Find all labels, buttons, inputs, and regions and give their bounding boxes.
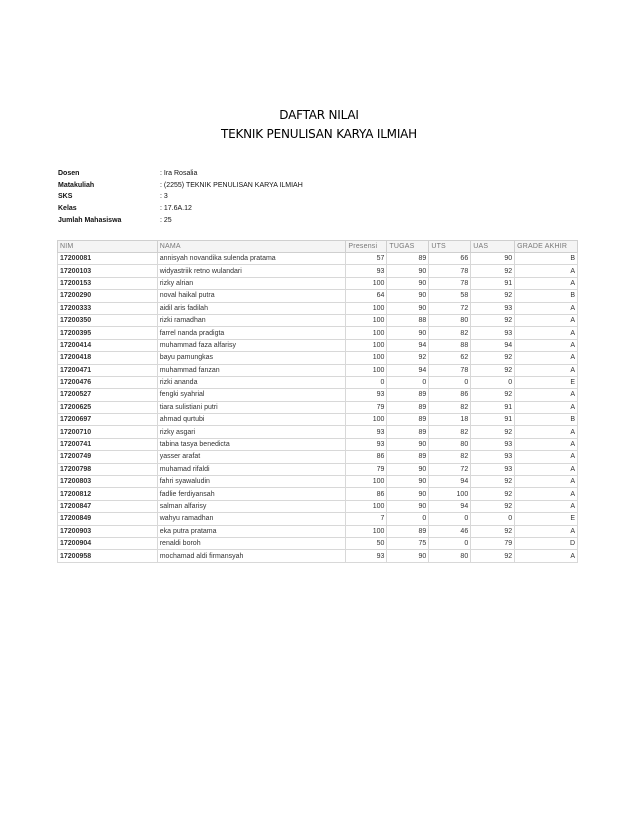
cell-tugas: 89 bbox=[387, 451, 429, 463]
info-label: Dosen bbox=[58, 170, 80, 177]
cell-tugas: 90 bbox=[387, 550, 429, 562]
cell-uas: 93 bbox=[471, 327, 515, 339]
cell-presensi: 100 bbox=[346, 277, 387, 289]
cell-tugas: 90 bbox=[387, 327, 429, 339]
cell-nim[interactable]: 17200395 bbox=[58, 327, 158, 339]
cell-tugas: 90 bbox=[387, 302, 429, 314]
info-row-matakuliah bbox=[58, 180, 303, 192]
cell-grade: D bbox=[515, 537, 578, 549]
cell-tugas: 90 bbox=[387, 463, 429, 475]
table-row bbox=[58, 525, 578, 537]
cell-presensi: 100 bbox=[346, 500, 387, 512]
cell-nim[interactable]: 17200476 bbox=[58, 376, 158, 388]
table-row bbox=[58, 476, 578, 488]
cell-nama: fengki syahrial bbox=[157, 389, 346, 401]
table-row bbox=[58, 426, 578, 438]
cell-uts: 58 bbox=[429, 290, 471, 302]
cell-tugas: 75 bbox=[387, 537, 429, 549]
cell-uts: 86 bbox=[429, 389, 471, 401]
table-row bbox=[58, 401, 578, 413]
column-header-nim: NIM bbox=[58, 241, 158, 253]
cell-uts: 78 bbox=[429, 364, 471, 376]
table-row bbox=[58, 290, 578, 302]
info-value: : 17.6A.12 bbox=[160, 205, 192, 213]
cell-uas: 94 bbox=[471, 339, 515, 351]
table-row bbox=[58, 277, 578, 289]
cell-uts: 72 bbox=[429, 463, 471, 475]
cell-uas: 92 bbox=[471, 364, 515, 376]
grades-table bbox=[57, 240, 578, 563]
cell-uas: 0 bbox=[471, 513, 515, 525]
cell-uts: 82 bbox=[429, 401, 471, 413]
table-row bbox=[58, 314, 578, 326]
table-row bbox=[58, 352, 578, 364]
column-header-tugas: TUGAS bbox=[387, 241, 429, 253]
cell-uas: 92 bbox=[471, 525, 515, 537]
cell-nama: tabina tasya benedicta bbox=[157, 438, 346, 450]
cell-grade: A bbox=[515, 476, 578, 488]
cell-presensi: 100 bbox=[346, 339, 387, 351]
cell-uts: 66 bbox=[429, 253, 471, 265]
info-value: : Ira Rosalia bbox=[160, 170, 198, 177]
cell-uts: 18 bbox=[429, 414, 471, 426]
cell-presensi: 100 bbox=[346, 352, 387, 364]
cell-presensi: 64 bbox=[346, 290, 387, 302]
cell-uas: 92 bbox=[471, 389, 515, 401]
cell-uts: 88 bbox=[429, 339, 471, 351]
cell-nama: rizky alrian bbox=[157, 277, 346, 289]
cell-tugas: 90 bbox=[387, 438, 429, 450]
cell-presensi: 7 bbox=[346, 513, 387, 525]
table-body bbox=[58, 253, 578, 563]
cell-grade: A bbox=[515, 401, 578, 413]
cell-nama: eka putra pratama bbox=[157, 525, 346, 537]
cell-grade: A bbox=[515, 265, 578, 277]
cell-presensi: 50 bbox=[346, 537, 387, 549]
cell-grade: E bbox=[515, 513, 578, 525]
cell-uts: 80 bbox=[429, 550, 471, 562]
cell-tugas: 89 bbox=[387, 414, 429, 426]
cell-tugas: 0 bbox=[387, 376, 429, 388]
column-header-uas: UAS bbox=[471, 241, 515, 253]
cell-presensi: 100 bbox=[346, 414, 387, 426]
cell-uas: 93 bbox=[471, 302, 515, 314]
cell-uas: 91 bbox=[471, 414, 515, 426]
cell-uts: 0 bbox=[429, 537, 471, 549]
cell-uas: 92 bbox=[471, 426, 515, 438]
cell-nim[interactable]: 17200903 bbox=[58, 525, 158, 537]
cell-tugas: 94 bbox=[387, 364, 429, 376]
cell-nama: rizki ramadhan bbox=[157, 314, 346, 326]
table-row bbox=[58, 463, 578, 475]
cell-nama: aidil aris fadilah bbox=[157, 302, 346, 314]
cell-nama: wahyu ramadhan bbox=[157, 513, 346, 525]
cell-grade: B bbox=[515, 290, 578, 302]
cell-tugas: 0 bbox=[387, 513, 429, 525]
cell-nim[interactable]: 17200350 bbox=[58, 314, 158, 326]
cell-grade: A bbox=[515, 339, 578, 351]
cell-presensi: 100 bbox=[346, 364, 387, 376]
cell-nama: muhammad faza alfarisy bbox=[157, 339, 346, 351]
table-row bbox=[58, 414, 578, 426]
cell-uas: 93 bbox=[471, 438, 515, 450]
table-row bbox=[58, 537, 578, 549]
cell-uas: 92 bbox=[471, 265, 515, 277]
cell-uts: 80 bbox=[429, 438, 471, 450]
info-row-kelas bbox=[58, 203, 303, 215]
cell-uts: 94 bbox=[429, 500, 471, 512]
cell-presensi: 79 bbox=[346, 463, 387, 475]
cell-nama: renaldi boroh bbox=[157, 537, 346, 549]
table-header bbox=[58, 241, 578, 253]
cell-uts: 72 bbox=[429, 302, 471, 314]
info-row-dosen bbox=[58, 168, 303, 180]
cell-grade: A bbox=[515, 488, 578, 500]
cell-nama: fadlie ferdiyansah bbox=[157, 488, 346, 500]
cell-grade: A bbox=[515, 500, 578, 512]
cell-nama: ahmad qurtubi bbox=[157, 414, 346, 426]
table-row bbox=[58, 302, 578, 314]
cell-nim[interactable]: 17200803 bbox=[58, 476, 158, 488]
cell-grade: A bbox=[515, 525, 578, 537]
cell-nama: annisyah novandika sulenda pratama bbox=[157, 253, 346, 265]
column-header-nama: NAMA bbox=[157, 241, 346, 253]
cell-nim[interactable]: 17200414 bbox=[58, 339, 158, 351]
cell-presensi: 100 bbox=[346, 302, 387, 314]
cell-grade: A bbox=[515, 364, 578, 376]
cell-nama: rizki ananda bbox=[157, 376, 346, 388]
info-label: Matakuliah bbox=[58, 181, 95, 189]
document-subtitle: TEKNIK PENULISAN KARYA ILMIAH bbox=[220, 127, 418, 141]
cell-uts: 0 bbox=[429, 376, 471, 388]
cell-uas: 91 bbox=[471, 277, 515, 289]
cell-nama: widyastriik retno wulandari bbox=[157, 265, 346, 277]
table-row bbox=[58, 339, 578, 351]
cell-nim[interactable]: 17200847 bbox=[58, 500, 158, 512]
cell-nama: muhammad fanzan bbox=[157, 364, 346, 376]
cell-tugas: 88 bbox=[387, 314, 429, 326]
header-row bbox=[58, 241, 578, 253]
cell-presensi: 93 bbox=[346, 265, 387, 277]
document-title-block bbox=[0, 106, 638, 144]
table-row bbox=[58, 327, 578, 339]
cell-uts: 80 bbox=[429, 314, 471, 326]
cell-presensi: 79 bbox=[346, 401, 387, 413]
cell-nim[interactable]: 17200290 bbox=[58, 290, 158, 302]
cell-grade: B bbox=[515, 253, 578, 265]
info-label: Jumlah Mahasiswa bbox=[58, 216, 122, 224]
cell-uts: 62 bbox=[429, 352, 471, 364]
cell-nim[interactable]: 17200471 bbox=[58, 364, 158, 376]
cell-uts: 78 bbox=[429, 277, 471, 289]
info-row-sks bbox=[58, 191, 303, 203]
cell-nama: muhamad rifaldi bbox=[157, 463, 346, 475]
cell-grade: A bbox=[515, 550, 578, 562]
table-row bbox=[58, 253, 578, 265]
cell-uas: 92 bbox=[471, 488, 515, 500]
cell-tugas: 89 bbox=[387, 426, 429, 438]
table-row bbox=[58, 550, 578, 562]
cell-nim[interactable]: 17200904 bbox=[58, 537, 158, 549]
cell-tugas: 89 bbox=[387, 525, 429, 537]
cell-uts: 0 bbox=[429, 513, 471, 525]
cell-tugas: 90 bbox=[387, 488, 429, 500]
cell-tugas: 90 bbox=[387, 500, 429, 512]
cell-grade: A bbox=[515, 277, 578, 289]
cell-tugas: 94 bbox=[387, 339, 429, 351]
cell-nama: fahri syawaludin bbox=[157, 476, 346, 488]
cell-nama: tiara sulistiani putri bbox=[157, 401, 346, 413]
cell-presensi: 0 bbox=[346, 376, 387, 388]
cell-nim[interactable]: 17200153 bbox=[58, 277, 158, 289]
cell-presensi: 100 bbox=[346, 476, 387, 488]
table-row bbox=[58, 265, 578, 277]
cell-presensi: 86 bbox=[346, 451, 387, 463]
table-row bbox=[58, 488, 578, 500]
cell-nama: salman alfarisy bbox=[157, 500, 346, 512]
cell-presensi: 86 bbox=[346, 488, 387, 500]
column-header-grade: GRADE AKHIR bbox=[515, 241, 578, 253]
cell-uas: 92 bbox=[471, 550, 515, 562]
cell-uas: 92 bbox=[471, 290, 515, 302]
cell-uts: 82 bbox=[429, 451, 471, 463]
cell-uts: 94 bbox=[429, 476, 471, 488]
cell-tugas: 90 bbox=[387, 476, 429, 488]
cell-nim[interactable]: 17200418 bbox=[58, 352, 158, 364]
cell-nim[interactable]: 17200749 bbox=[58, 451, 158, 463]
cell-uts: 100 bbox=[429, 488, 471, 500]
cell-uts: 82 bbox=[429, 426, 471, 438]
cell-uas: 92 bbox=[471, 476, 515, 488]
cell-tugas: 89 bbox=[387, 401, 429, 413]
cell-tugas: 90 bbox=[387, 290, 429, 302]
cell-nim[interactable]: 17200849 bbox=[58, 513, 158, 525]
cell-nama: bayu pamungkas bbox=[157, 352, 346, 364]
cell-nama: mochamad aldi firmansyah bbox=[157, 550, 346, 562]
cell-nim[interactable]: 17200081 bbox=[58, 253, 158, 265]
cell-uts: 82 bbox=[429, 327, 471, 339]
document-title: DAFTAR NILAI bbox=[279, 108, 359, 122]
cell-grade: A bbox=[515, 352, 578, 364]
info-value: : 3 bbox=[160, 193, 168, 201]
table-row bbox=[58, 451, 578, 463]
table-row bbox=[58, 364, 578, 376]
cell-nama: farrel nanda pradigta bbox=[157, 327, 346, 339]
cell-uas: 92 bbox=[471, 500, 515, 512]
info-label: Kelas bbox=[58, 205, 77, 213]
cell-nim[interactable]: 17200798 bbox=[58, 463, 158, 475]
cell-grade: A bbox=[515, 314, 578, 326]
cell-nim[interactable]: 17200958 bbox=[58, 550, 158, 562]
table-row bbox=[58, 389, 578, 401]
cell-grade: A bbox=[515, 389, 578, 401]
cell-nim[interactable]: 17200812 bbox=[58, 488, 158, 500]
cell-uts: 46 bbox=[429, 525, 471, 537]
cell-uas: 92 bbox=[471, 352, 515, 364]
cell-grade: A bbox=[515, 426, 578, 438]
cell-tugas: 89 bbox=[387, 253, 429, 265]
cell-tugas: 89 bbox=[387, 389, 429, 401]
cell-presensi: 100 bbox=[346, 525, 387, 537]
cell-uts: 78 bbox=[429, 265, 471, 277]
cell-grade: A bbox=[515, 463, 578, 475]
cell-tugas: 92 bbox=[387, 352, 429, 364]
cell-uas: 92 bbox=[471, 314, 515, 326]
info-label: SKS bbox=[58, 193, 73, 201]
cell-tugas: 90 bbox=[387, 265, 429, 277]
cell-nim[interactable]: 17200741 bbox=[58, 438, 158, 450]
cell-uas: 90 bbox=[471, 253, 515, 265]
cell-nim[interactable]: 17200710 bbox=[58, 426, 158, 438]
cell-grade: E bbox=[515, 376, 578, 388]
cell-uas: 93 bbox=[471, 451, 515, 463]
cell-presensi: 100 bbox=[346, 314, 387, 326]
cell-grade: A bbox=[515, 302, 578, 314]
course-info bbox=[58, 168, 303, 226]
cell-uas: 0 bbox=[471, 376, 515, 388]
column-header-presensi: Presensi bbox=[346, 241, 387, 253]
table-row bbox=[58, 438, 578, 450]
cell-presensi: 93 bbox=[346, 389, 387, 401]
cell-uas: 91 bbox=[471, 401, 515, 413]
info-row-jumlah-mahasiswa bbox=[58, 215, 303, 227]
table-row bbox=[58, 513, 578, 525]
cell-nama: rizky asgari bbox=[157, 426, 346, 438]
cell-nama: noval haikal putra bbox=[157, 290, 346, 302]
info-value: : (2255) TEKNIK PENULISAN KARYA ILMIAH bbox=[160, 181, 303, 189]
table-row bbox=[58, 376, 578, 388]
cell-grade: A bbox=[515, 438, 578, 450]
cell-nim[interactable]: 17200333 bbox=[58, 302, 158, 314]
cell-grade: B bbox=[515, 414, 578, 426]
cell-presensi: 100 bbox=[346, 327, 387, 339]
cell-grade: A bbox=[515, 451, 578, 463]
cell-tugas: 90 bbox=[387, 277, 429, 289]
cell-nama: yasser arafat bbox=[157, 451, 346, 463]
cell-nim[interactable]: 17200103 bbox=[58, 265, 158, 277]
cell-nim[interactable]: 17200625 bbox=[58, 401, 158, 413]
cell-presensi: 93 bbox=[346, 550, 387, 562]
cell-nim[interactable]: 17200527 bbox=[58, 389, 158, 401]
cell-grade: A bbox=[515, 327, 578, 339]
cell-presensi: 57 bbox=[346, 253, 387, 265]
cell-presensi: 93 bbox=[346, 426, 387, 438]
table-row bbox=[58, 500, 578, 512]
cell-uas: 79 bbox=[471, 537, 515, 549]
cell-presensi: 93 bbox=[346, 438, 387, 450]
column-header-uts: UTS bbox=[429, 241, 471, 253]
cell-nim[interactable]: 17200697 bbox=[58, 414, 158, 426]
cell-uas: 93 bbox=[471, 463, 515, 475]
info-value: : 25 bbox=[160, 216, 172, 224]
